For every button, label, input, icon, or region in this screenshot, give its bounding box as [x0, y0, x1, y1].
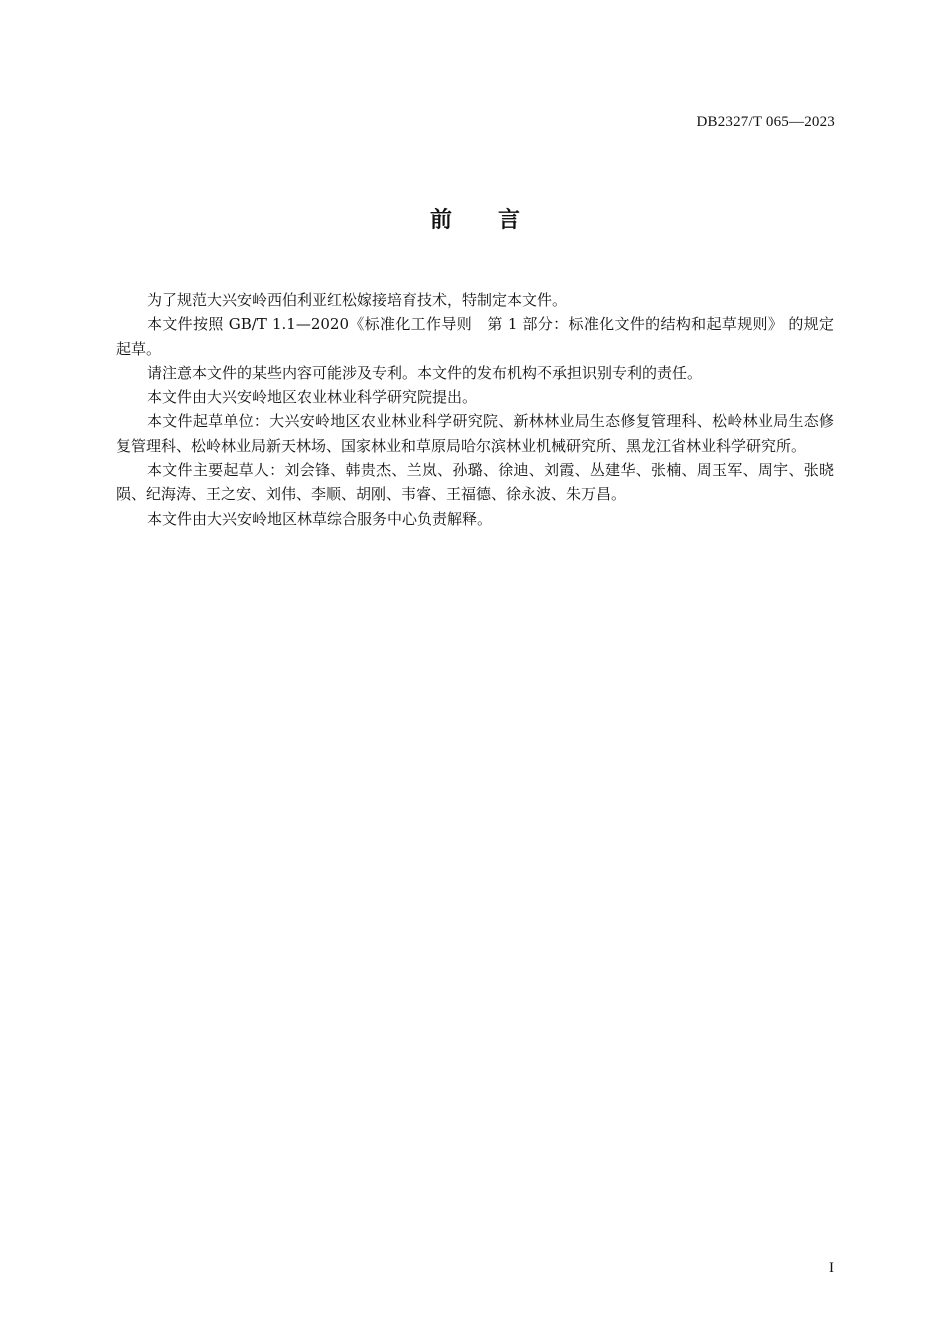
document-id: DB2327/T 065—2023	[696, 114, 835, 130]
page-title: 前言	[429, 208, 566, 233]
paragraph-patent-notice: 请注意本文件的某些内容可能涉及专利。本文件的发布机构不承担识别专利的责任。	[147, 363, 703, 382]
foreword-body	[116, 288, 834, 531]
paragraph-purpose: 为了规范大兴安岭西伯利亚红松嫁接培育技术，特制定本文件。	[147, 291, 568, 309]
paragraph-drafting-rules: 本文件按照 GB/T 1.1—2020《标准化工作导则 第 1 部分：标准化文件的结构和起草规则》 的规定起草。	[116, 315, 834, 358]
paragraph-drafters: 本文件主要起草人：刘会锋、韩贵杰、兰岚、孙璐、徐迪、刘霞、丛建华、张楠、周玉军、周宇、张晓陨、纪海涛、王之安、刘伟、李顺、胡刚、韦睿、王福德、徐永波、朱万昌。	[116, 461, 834, 504]
paragraph-drafting-units: 本文件起草单位：大兴安岭地区农业林业科学研究院、新林林业局生态修复管理科、松岭林业局生态修复管理科、松岭林业局新天林场、国家林业和草原局哈尔滨林业机械研究所、黑龙江省林业科学研究所。	[116, 412, 834, 455]
paragraph-interpretation: 本文件由大兴安岭地区林草综合服务中心负责解释。	[147, 509, 493, 528]
paragraph-proposer: 本文件由大兴安岭地区农业林业科学研究院提出。	[147, 388, 478, 407]
page-number: I	[829, 1260, 834, 1276]
